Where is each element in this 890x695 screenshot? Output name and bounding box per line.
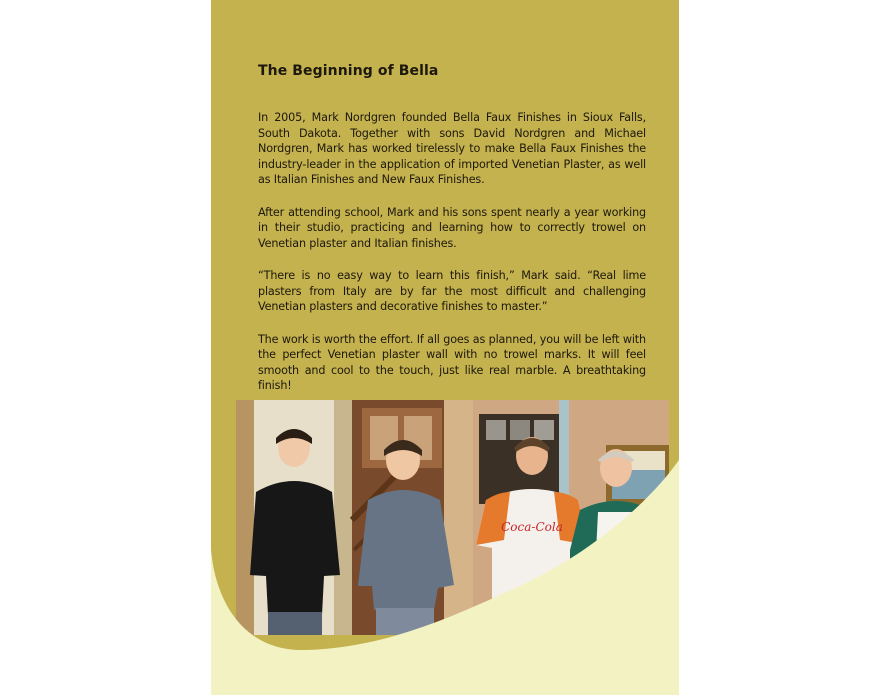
paragraph-result: The work is worth the effort. If all goes as planned, you will be left with the perfect Venetian plaster wall with no trowel marks. It will feel smooth and cool to the touch, just like real marble. A breathtaking finish! [258,332,646,392]
brochure-page [211,0,679,695]
page-title: The Beginning of Bella [258,63,439,79]
paragraph-quote: “There is no easy way to learn this finish,” Mark said. “Real lime plasters from Italy are by far the most difficult and challenging Venetian plasters and decorative finishes to master.” [258,269,646,313]
article-body [258,110,646,411]
shirt-logo-text: Coca-Cola [501,520,563,534]
paragraph-founding: In 2005, Mark Nordgren founded Bella Faux Finishes in Sioux Falls, South Dakota. Together with sons David Nordgren and Michael Nordgren, Mark has worked tirelessly to make Bella Faux Finishes the industry-leader in the application of imported Venetian Plaster, as well as Italian Finishes and New Faux Finishes. [258,111,646,186]
decorative-curve [211,460,679,695]
paragraph-training: After attending school, Mark and his sons spent nearly a year working in their studio, practicing and learning how to correctly trowel on Venetian plaster and Italian finishes. [258,205,646,250]
